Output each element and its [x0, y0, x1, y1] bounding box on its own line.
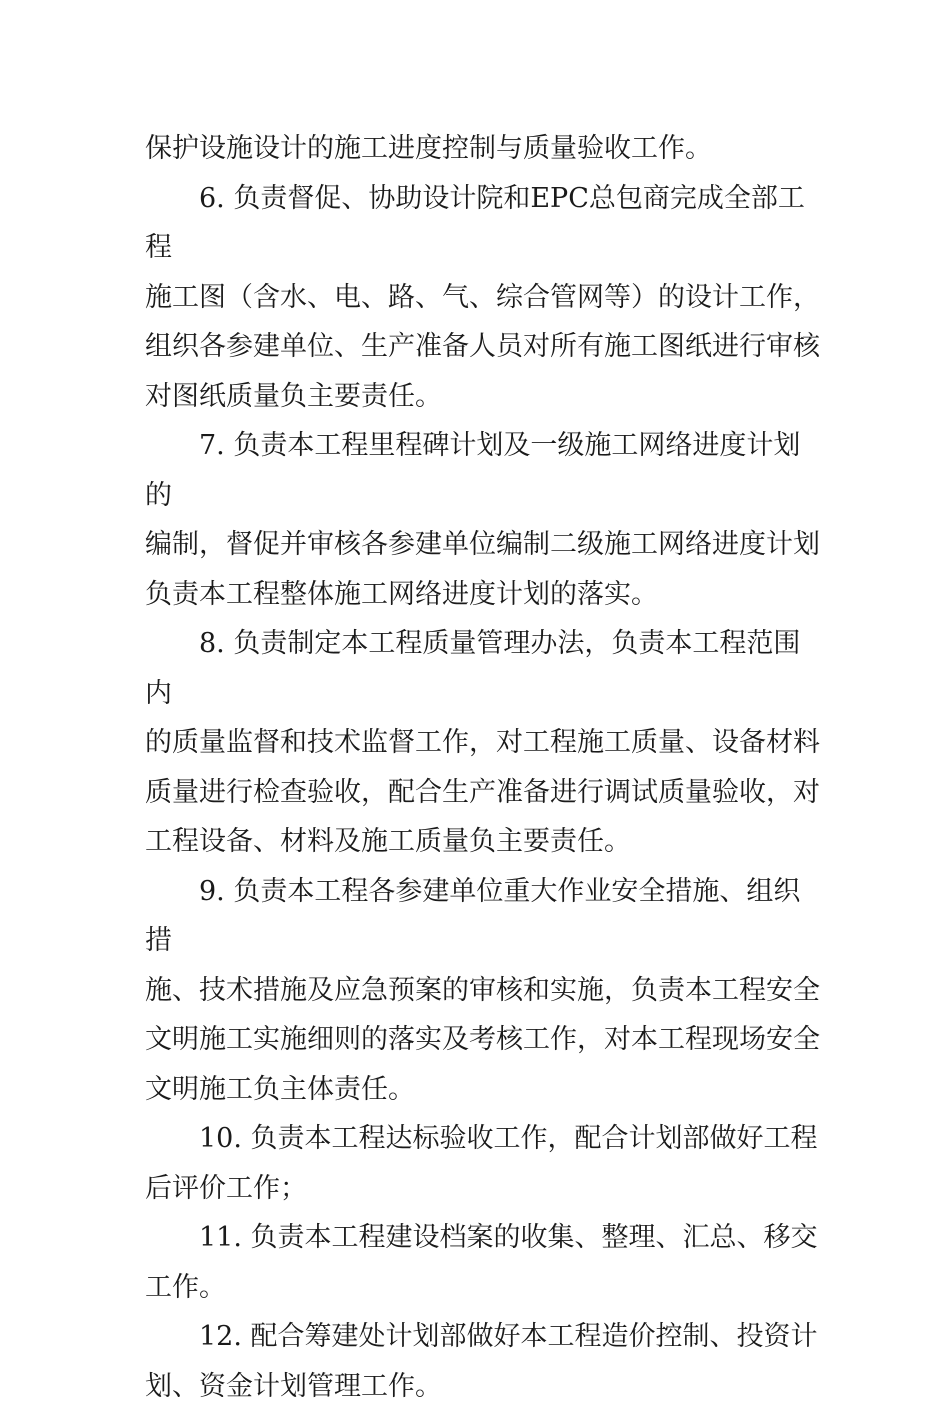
paragraph-item-7: 7. 负责本工程里程碑计划及一级施工网络进度计划的 编制，督促并审核各参建单位编制二级施工网络进度计划 负责本工程整体施工网络进度计划的落实。 — [145, 430, 820, 610]
document-body — [145, 124, 825, 1411]
paragraph-item-12: 12. 配合筹建处计划部做好本工程造价控制、投资计 划、资金计划管理工作。 — [145, 1321, 818, 1402]
paragraph-item-6: 6. 负责督促、协助设计院和EPC总包商完成全部工程 施工图（含水、电、路、气、综合管网等）的设计工作， 组织各参建单位、生产准备人员对所有施工图纸进行审核 对图纸质量负主要责任。 — [145, 182, 820, 412]
paragraph-item-9: 9. 负责本工程各参建单位重大作业安全措施、组织措 施、技术措施及应急预案的审核和实施，负责本工程安全 文明施工实施细则的落实及考核工作，对本工程现场安全 文明施工负主体责任。 — [145, 875, 820, 1105]
paragraph-item-10: 10. 负责本工程达标验收工作，配合计划部做好工程 后评价工作； — [145, 1123, 818, 1204]
paragraph-item-8: 8. 负责制定本工程质量管理办法，负责本工程范围内 的质量监督和技术监督工作，对工程施工质量、设备材料 质量进行检查验收，配合生产准备进行调试质量验收，对 工程设备、材料及施工质量负主要责任。 — [145, 628, 820, 857]
paragraph-item-11: 11. 负责本工程建设档案的收集、整理、汇总、移交 工作。 — [145, 1222, 818, 1303]
paragraph-continuation: 保护设施设计的施工进度控制与质量验收工作。 — [145, 133, 712, 164]
